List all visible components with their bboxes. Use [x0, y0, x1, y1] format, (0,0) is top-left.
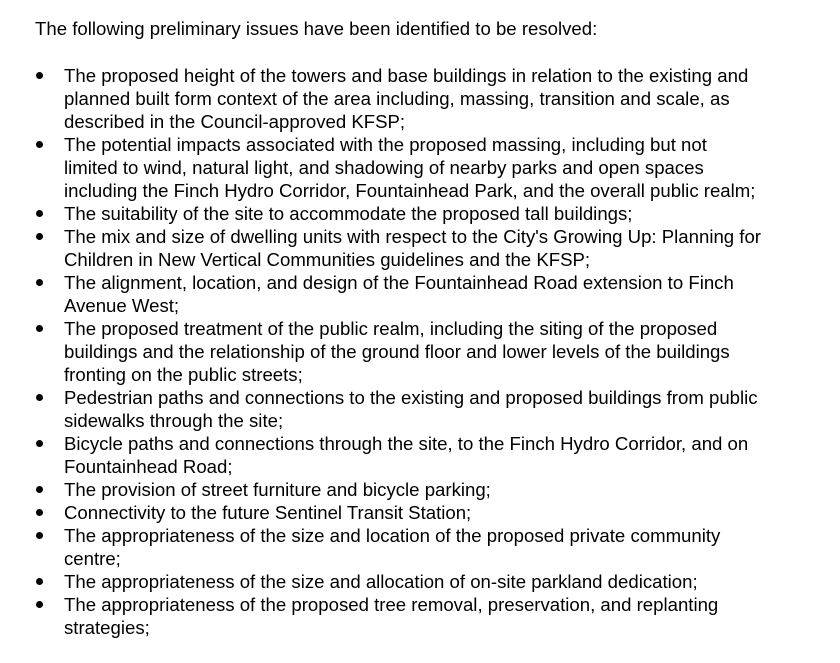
bullet-icon [33, 271, 45, 294]
bullet-icon [33, 593, 45, 616]
issue-item [0, 225, 840, 271]
issue-text-line: strategies; [64, 617, 150, 638]
issue-text-line: buildings and the relationship of the ground floor and lower levels of the buildings [64, 341, 730, 362]
bullet-icon [33, 501, 45, 524]
issue-text-line: limited to wind, natural light, and shadowing of nearby parks and open spaces [64, 157, 704, 178]
issue-item [0, 386, 840, 432]
issue-item [0, 271, 840, 317]
issue-text-line: Bicycle paths and connections through the site, to the Finch Hydro Corridor, and on [64, 433, 749, 454]
issue-text-line: The provision of street furniture and bicycle parking; [64, 479, 491, 500]
bullet-icon [33, 478, 45, 501]
issue-item [0, 570, 840, 593]
issue-text-line: The mix and size of dwelling units with respect to the City's Growing Up: Planning for [64, 226, 762, 247]
issue-item [0, 478, 840, 501]
issue-item [0, 64, 840, 133]
issue-item [0, 202, 840, 225]
bullet-icon [33, 432, 45, 455]
issue-text-line: The alignment, location, and design of the Fountainhead Road extension to Finch [64, 272, 734, 293]
issue-text-line: Avenue West; [64, 295, 180, 316]
issue-text-line: The proposed height of the towers and base buildings in relation to the existing and [64, 65, 749, 86]
issue-text-line: The potential impacts associated with the proposed massing, including but not [64, 134, 707, 155]
issue-text-line: planned built form context of the area including, massing, transition and scale, as [64, 88, 730, 109]
issue-text-line: The appropriateness of the proposed tree removal, preservation, and replanting [64, 594, 719, 615]
bullet-icon [33, 225, 45, 248]
issue-text-line: Children in New Vertical Communities guidelines and the KFSP; [64, 249, 591, 270]
issue-text-line: The appropriateness of the size and location of the proposed private community [64, 525, 721, 546]
issue-item [0, 133, 840, 202]
bullet-icon [33, 133, 45, 156]
issue-text-line: Fountainhead Road; [64, 456, 233, 477]
issue-text-line: centre; [64, 548, 121, 569]
issue-text-line: The proposed treatment of the public realm, including the siting of the proposed [64, 318, 718, 339]
bullet-icon [33, 386, 45, 409]
issue-text-line: Pedestrian paths and connections to the existing and proposed buildings from public [64, 387, 758, 408]
issue-item [0, 593, 840, 639]
issue-item [0, 317, 840, 386]
bullet-icon [33, 524, 45, 547]
bullet-icon [33, 317, 45, 340]
issue-text-line: including the Finch Hydro Corridor, Fountainhead Park, and the overall public realm; [64, 180, 756, 201]
bullet-icon [33, 202, 45, 225]
issues-list [0, 64, 840, 639]
bullet-icon [33, 570, 45, 593]
issue-text-line: sidewalks through the site; [64, 410, 284, 431]
issue-text-line: The suitability of the site to accommodate the proposed tall buildings; [64, 203, 633, 224]
intro-paragraph: The following preliminary issues have been identified to be resolved: [35, 18, 598, 39]
issue-text-line: described in the Council-approved KFSP; [64, 111, 406, 132]
issue-item [0, 524, 840, 570]
bullet-icon [33, 64, 45, 87]
issue-text-line: Connectivity to the future Sentinel Transit Station; [64, 502, 472, 523]
issue-text-line: fronting on the public streets; [64, 364, 303, 385]
issue-item [0, 501, 840, 524]
issue-item [0, 432, 840, 478]
issue-text-line: The appropriateness of the size and allocation of on-site parkland dedication; [64, 571, 698, 592]
